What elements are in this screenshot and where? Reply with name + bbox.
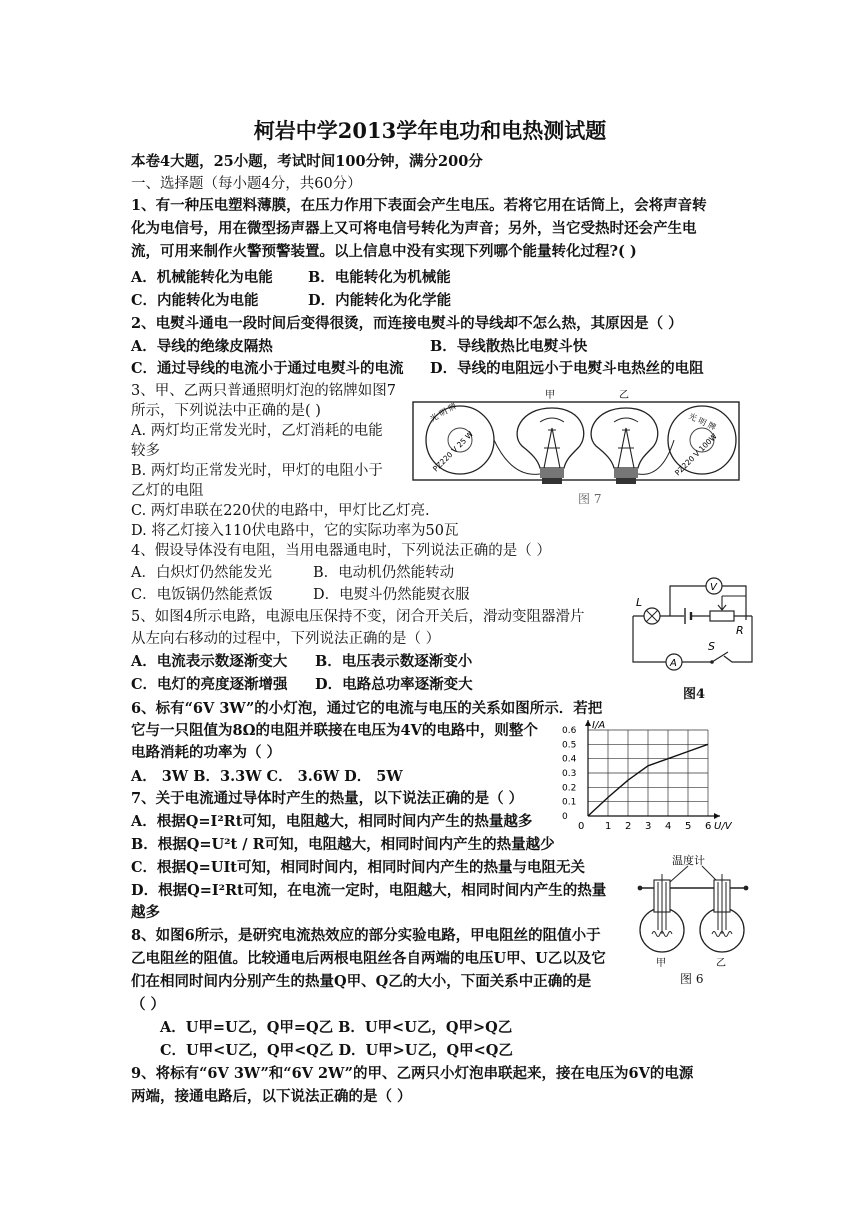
q4-option-d: D．电熨斗仍然能熨衣服 [313, 587, 470, 603]
q6-stem-1: 6、标有“6V 3W”的小灯泡，通过它的电流与电压的关系如图所示．若把 [131, 700, 603, 717]
q1-option-d: D．内能转化为化学能 [308, 292, 452, 309]
y-tick-label: 0.6 [562, 726, 577, 736]
q5-stem-1: 5、如图4所示电路，电源电压保持不变，闭合开关后，滑动变阻器滑片 [131, 609, 585, 625]
q4-option-a: A．白炽灯仍然能发光 [131, 565, 272, 581]
q8-stem-1: 8、如图6所示，是研究电流热效应的部分实验电路，甲电阻丝的阻值小于 [131, 927, 601, 944]
q2-option-b: B．导线散热比电熨斗快 [430, 338, 588, 355]
q3-option-a-1: A. 两灯均正常发光时，乙灯消耗的电能 [131, 423, 383, 439]
q9-stem-2: 两端，接通电路后，以下说法正确的是（ ） [131, 1088, 412, 1105]
y-tick-label: 0.5 [562, 740, 577, 751]
figure-6-caption: 图 6 [680, 972, 704, 986]
q3-stem-1: 3、甲、乙两只普通照明灯泡的铭牌如图7 [131, 383, 396, 399]
flask-yi-label: 乙 [716, 958, 726, 969]
q7-option-b: B．根据Q=U²t / R可知，电阻越大，相同时间内产生的热量越少 [131, 836, 555, 853]
figure-7-bulbs [412, 388, 742, 498]
q1-stem-1: 1、有一种压电塑料薄膜，在压力作用下表面会产生电压。若将它用在话筒上，会将声音转 [131, 197, 707, 214]
q1-stem-2: 化为电信号，用在微型扬声器上又可将电信号转化为声音；另外，当它受热时还会产生电 [131, 220, 697, 237]
y-axis-arrow [585, 720, 591, 726]
q2-option-a: A．导线的绝缘皮隔热 [131, 338, 273, 355]
lamp-label: L [636, 596, 643, 609]
voltmeter-label: V [710, 582, 717, 593]
ammeter-label: A [670, 658, 677, 669]
q2-option-c: C．通过导线的电流小于通过电熨斗的电流 [131, 360, 404, 377]
thermometer-label: 温度计 [672, 854, 705, 867]
q3-option-b-2: 乙灯的电阻 [131, 483, 204, 499]
q4-option-b: B．电动机仍然能转动 [313, 565, 455, 581]
flask-jia-label: 甲 [656, 958, 666, 969]
q1-stem-3: 流，可用来制作火警预警装置。以上信息中没有实现下列哪个能量转化过程?( ) [131, 243, 637, 260]
plate-right-spec: PZ220 V 100W [673, 431, 719, 478]
y-tick-label: 0.1 [562, 797, 577, 808]
x-tick-label: 4 [665, 821, 672, 832]
x-tick-label: 1 [605, 821, 612, 832]
label-yi: 乙 [619, 390, 629, 401]
q8-stem-3: 们在相同时间内分别产生的热量Q甲、Q乙的大小，下面关系中正确的是 [131, 973, 592, 990]
y-tick-label: 0.4 [562, 754, 577, 765]
q7-option-a: A．根据Q=I²Rt可知，电阻越大，相同时间内产生的热量越多 [131, 813, 533, 830]
q3-option-a-2: 较多 [131, 443, 160, 459]
x-tick-label: 3 [645, 821, 652, 832]
q7-option-c: C．根据Q=UIt可知，相同时间内，相同时间内产生的热量与电阻无关 [131, 859, 585, 876]
q6-options: A． 3W B．3.3W C． 3.6W D． 5W [131, 768, 403, 785]
label-jia: 甲 [545, 390, 555, 401]
plate-right-top: 光 明 牌 [687, 411, 718, 433]
q7-stem: 7、关于电流通过导体时产生的热量，以下说法正确的是（ ） [131, 790, 524, 807]
page-title: 柯岩中学2013学年电功和电热测试题 [253, 118, 607, 143]
q5-option-a: A．电流表示数逐渐变大 [131, 653, 288, 670]
q8-options-ab: A．U甲=U乙，Q甲=Q乙 B．U甲<U乙，Q甲>Q乙 [160, 1019, 513, 1036]
y-tick-label: 0 [562, 812, 568, 822]
q3-option-d: D. 将乙灯接入110伏电路中，它的实际功率为50瓦 [131, 523, 459, 539]
origin-label: 0 [578, 821, 585, 832]
q8-options-cd: C．U甲<U乙，Q甲<Q乙 D．U甲>U乙，Q甲<Q乙 [160, 1042, 513, 1059]
plate-left-spec: PZ220 V 25 W [431, 429, 476, 474]
q3-stem-2: 所示，下列说法中正确的是( ) [131, 403, 321, 419]
y-axis-label: I/A [592, 720, 606, 731]
x-tick-label: 6 [705, 821, 712, 832]
rheostat-label: R [736, 624, 744, 637]
figure-4-caption: 图4 [683, 687, 706, 702]
section-heading: 一、选择题（每小题4分，共60分） [131, 176, 362, 192]
q4-stem: 4、假设导体没有电阻，当用电器通电时，下列说法正确的是（ ） [131, 543, 551, 559]
plate-left-top: 光 明 牌 [428, 401, 459, 424]
x-tick-label: 5 [685, 821, 692, 832]
x-axis-label: U/V [714, 821, 732, 832]
q5-option-c: C．电灯的亮度逐渐增强 [131, 676, 288, 693]
figure-6-apparatus [632, 852, 754, 970]
q3-option-b-1: B. 两灯均正常发光时，甲灯的电阻小于 [131, 463, 383, 479]
iu-chart [560, 716, 746, 838]
q7-option-d-1: D．根据Q=I²Rt可知，在电流一定时，电阻越大，相同时间内产生的热量 [131, 882, 607, 899]
switch-label: S [708, 640, 715, 653]
x-tick-label: 2 [625, 821, 632, 832]
x-axis-arrow [714, 813, 720, 819]
q3-option-c: C. 两灯串联在220伏的电路中，甲灯比乙灯亮. [131, 503, 430, 519]
q8-stem-4: （ ） [131, 996, 166, 1013]
figure-4-circuit [628, 572, 758, 680]
q2-stem: 2、电熨斗通电一段时间后变得很烫，而连接电熨斗的导线却不怎么热，其原因是（ ） [131, 315, 683, 332]
q7-option-d-2: 越多 [131, 904, 160, 921]
q4-option-c: C．电饭锅仍然能煮饭 [131, 587, 273, 603]
q6-stem-2: 它与一只阻值为8Ω的电阻并联接在电压为4V的电路中，则整个 [131, 722, 538, 739]
q9-stem-1: 9、将标有“6V 3W”和“6V 2W”的甲、乙两只小灯泡串联起来，接在电压为6V的电源 [131, 1065, 694, 1082]
q2-option-d: D．导线的电阻远小于电熨斗电热丝的电阻 [430, 360, 704, 377]
q5-stem-2: 从左向右移动的过程中，下列说法正确的是（ ） [131, 631, 441, 647]
q5-option-b: B．电压表示数逐渐变小 [315, 653, 473, 670]
q1-option-a: A．机械能转化为电能 [131, 269, 273, 286]
exam-intro: 本卷4大题，25小题，考试时间100分钟，满分200分 [131, 153, 483, 170]
q1-option-c: C．内能转化为电能 [131, 292, 259, 309]
y-tick-label: 0.3 [562, 769, 577, 779]
q5-option-d: D．电路总功率逐渐变大 [315, 676, 473, 693]
figure-7-caption: 图 7 [578, 492, 602, 506]
q8-stem-2: 乙电阻丝的阻值。比较通电后两根电阻丝各自两端的电压U甲、U乙以及它 [131, 950, 606, 967]
q1-option-b: B．电能转化为机械能 [308, 269, 451, 286]
q6-stem-3: 电路消耗的功率为（ ） [131, 744, 282, 761]
y-tick-label: 0.2 [562, 783, 577, 794]
